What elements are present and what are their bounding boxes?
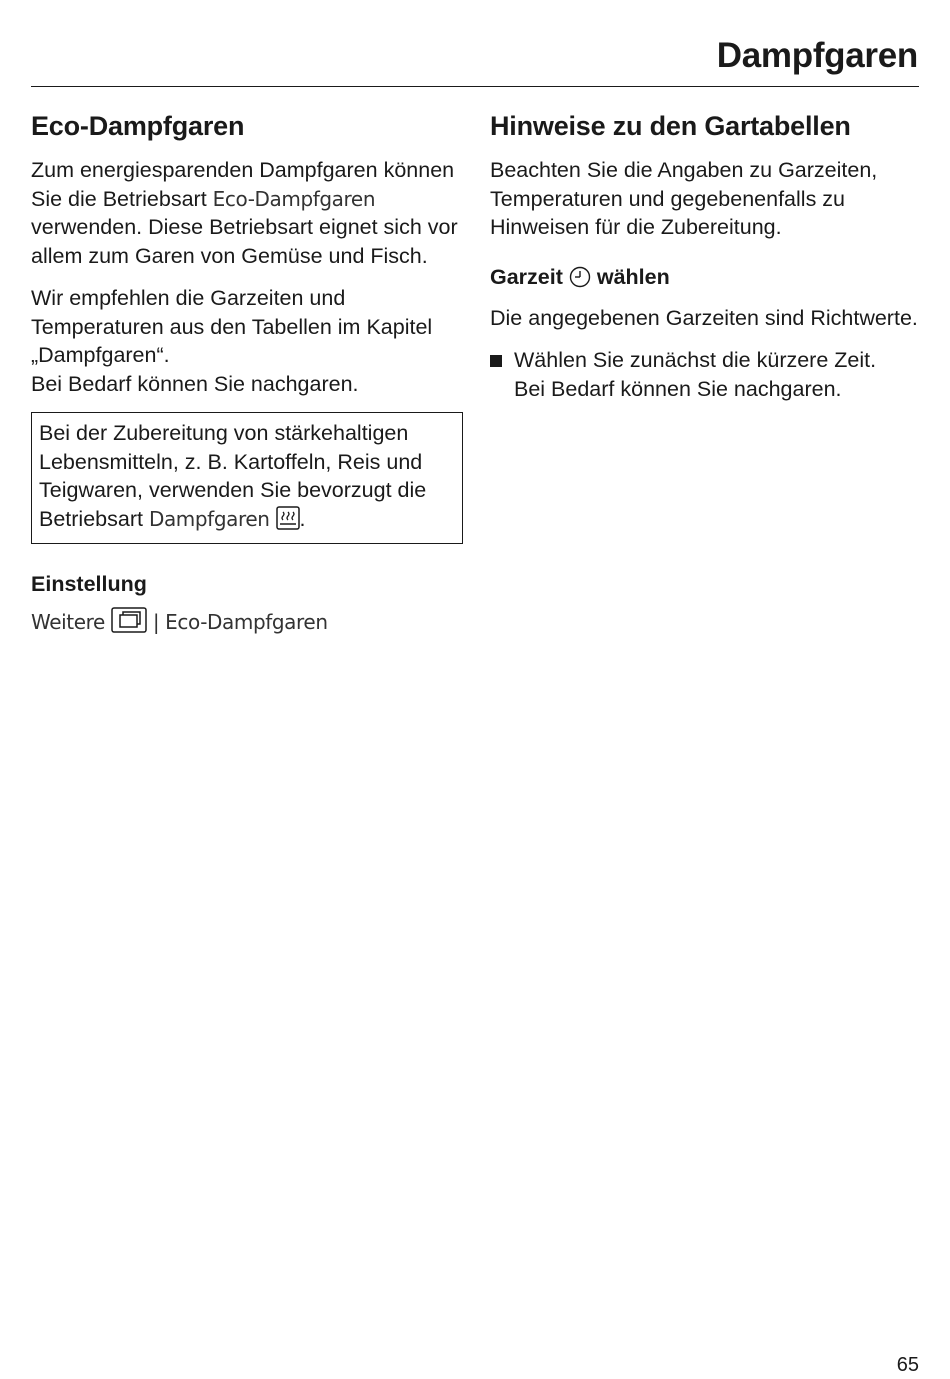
recommendation-paragraph: [31, 284, 463, 398]
header-divider: [31, 86, 919, 87]
steam-mode-icon: [276, 506, 300, 538]
note-end: .: [299, 506, 306, 531]
clock-icon: [569, 266, 591, 296]
waehlen-label: wählen: [596, 264, 670, 289]
hinweise-paragraph: Beachten Sie die Angaben zu Garzeiten, Temperaturen und gegebenenfalls zu Hinweisen für die Zubereitung.: [490, 158, 878, 239]
note-text-a: Bei der Zubereitung von stärkehaltigen Lebensmitteln, z. B. Kartoffeln, Reis und Teigwaren, verwenden Sie bevorzugt die Betriebsart: [39, 421, 427, 531]
setting-path: [31, 607, 463, 641]
bullet-marker: [490, 355, 502, 367]
eco-mode-name: Eco-Dampfgaren: [212, 186, 376, 211]
setting-mode: Eco-Dampfgaren: [165, 610, 328, 634]
eco-intro-text-b: verwenden. Diese Betriebsart eignet sich vor allem zum Garen von Gemüse und Fisch.: [31, 215, 458, 268]
einstellung-heading: Einstellung: [31, 572, 147, 596]
eco-intro-paragraph: [31, 156, 463, 270]
garzeit-label: Garzeit: [490, 264, 563, 289]
eco-intro-text-a: Zum energiesparenden Dampfgaren können Sie die Betriebsart: [31, 158, 455, 211]
note-mode-name: Dampfgaren: [148, 506, 270, 531]
richtwerte-paragraph: Die angegebenen Garzeiten sind Richtwerte.: [490, 305, 918, 330]
garzeit-subheading: [490, 262, 922, 296]
setting-weitere: Weitere: [31, 610, 105, 634]
bullet-text-a: Wählen Sie zunächst die kürzere Zeit.: [514, 348, 877, 372]
note-box: [31, 412, 463, 544]
note-text: [39, 419, 454, 537]
bullet-text-b: Bei Bedarf können Sie nachgaren.: [514, 376, 842, 401]
page-number: 65: [896, 1354, 919, 1376]
recommendation-nachgaren: Bei Bedarf können Sie nachgaren.: [31, 371, 359, 396]
instruction-bullet: [490, 346, 922, 403]
right-column: [490, 108, 922, 403]
setting-separator: |: [152, 610, 160, 634]
left-column: [31, 108, 463, 641]
recommendation-text: Wir empfehlen die Garzeiten und Temperaturen aus den Tabellen im Kapitel „Dampfgaren“.: [31, 286, 433, 367]
hinweise-heading: Hinweise zu den Gartabellen: [490, 111, 851, 141]
eco-dampfgaren-heading: Eco-Dampfgaren: [31, 111, 245, 141]
page-section-title: Dampfgaren: [716, 36, 918, 75]
more-functions-icon: [111, 607, 147, 641]
